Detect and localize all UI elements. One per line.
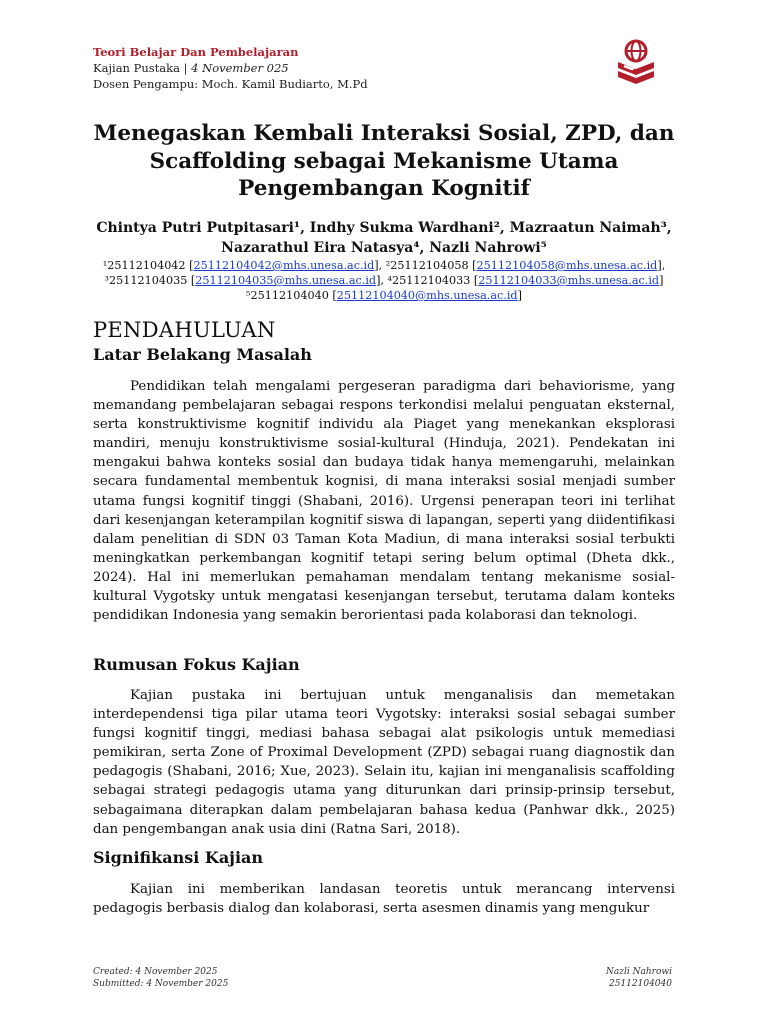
email-link-2[interactable]: 25112104058@mhs.unesa.ac.id	[476, 259, 658, 272]
document-header	[93, 44, 368, 92]
email-link-4[interactable]: 25112104033@mhs.unesa.ac.id	[478, 274, 660, 287]
ids-line-2: ³25112104035 [25112104035@mhs.unesa.ac.id], ⁴25112104033 [25112104033@mhs.unesa.ac.id]	[104, 274, 664, 287]
email-link-1[interactable]: 25112104042@mhs.unesa.ac.id	[193, 259, 375, 272]
footer-author	[606, 966, 672, 990]
submitted-date: Submitted: 4 November 2025	[93, 979, 229, 989]
doc-type-date: Kajian Pustaka | 4 November 025	[93, 61, 289, 75]
paragraph-focus: Kajian pustaka ini bertujuan untuk menganalisis dan memetakan interdependensi tiga pilar utama teori Vygotsky: interaksi sosial sebagai sumber fungsi kognitif tinggi, mediasi bahasa sebagai alat psikologis untuk memediasi pemikiran, serta Zone of Proximal Development (ZPD) sebagai ruang diagnostik dan pedagogis (Shabani, 2016; Xue, 2023). Selain itu, kajian ini menganalisis scaffolding sebagai strategi pedagogis utama yang diturunkan dari prinsip-prinsip tersebut, sebagaimana diterapkan dalam pembelajaran bahasa kedua (Panhwar dkk., 2025) dan pengembangan anak usia dini (Ratna Sari, 2018).	[93, 688, 675, 837]
footer-author-name: Nazli Nahrowi	[606, 967, 672, 977]
created-date: Created: 4 November 2025	[93, 967, 218, 977]
unesa-globe-book-icon	[612, 38, 660, 88]
paragraph-significance: Kajian ini memberikan landasan teoretis untuk merancang intervensi pedagogis berbasis dialog dan kolaborasi, serta asesmen dinamis yang mengukur	[93, 882, 675, 917]
author-ids	[70, 258, 698, 303]
ids-line-3: ⁵25112104040 [25112104040@mhs.unesa.ac.id]	[246, 289, 522, 302]
lecturer: Dosen Pengampu: Moch. Kamil Budiarto, M.Pd	[93, 77, 368, 91]
author-list: Chintya Putri Putpitasari¹, Indhy Sukma Wardhani², Mazraatun Naimah³, Nazarathul Eira Natasya⁴, Nazli Nahrowi⁵	[96, 220, 672, 256]
email-link-3[interactable]: 25112104035@mhs.unesa.ac.id	[195, 274, 377, 287]
doc-type: Kajian Pustaka	[93, 61, 180, 75]
footer-author-id: 25112104040	[609, 979, 672, 989]
subsection-title-focus: Rumusan Fokus Kajian	[93, 655, 300, 674]
doc-date: 4 November 025	[191, 61, 289, 75]
subsection-title-significance: Signifikansi Kajian	[93, 848, 264, 867]
ids-line-1: ¹25112104042 [25112104042@mhs.unesa.ac.id], ²25112104058 [25112104058@mhs.unesa.ac.id],	[102, 259, 666, 272]
paragraph-background: Pendidikan telah mengalami pergeseran paradigma dari behaviorisme, yang memandang pembelajaran sebagai respons terkondisi melalui penguatan eksternal, serta konstruktivisme kognitif individu ala Piaget yang menekankan eksplorasi mandiri, menuju konstruktivisme sosial-kultural (Hinduja, 2021). Pendekatan ini mengakui bahwa konteks sosial dan budaya tidak hanya memengaruhi, melainkan secara fundamental membentuk kognisi, di mana interaksi sosial menjadi sumber utama fungsi kognitif tinggi (Shabani, 2016). Urgensi penerapan teori ini terlihat dari kesenjangan keterampilan kognitif siswa di lapangan, seperti yang diidentifikasi dalam penelitian di SDN 03 Taman Kota Madiun, di mana interaksi sosial terbukti meningkatkan perkembangan kognitif tetapi sering belum optimal (Dheta dkk., 2024). Hal ini memerlukan pemahaman mendalam tentang mekanisme sosial-kultural Vygotsky untuk mengatasi kesenjangan tersebut, terutama dalam konteks pendidikan Indonesia yang semakin berorientasi pada kolaborasi dan teknologi.	[93, 379, 675, 624]
footer-dates	[93, 966, 228, 990]
subsection-title-background: Latar Belakang Masalah	[93, 345, 312, 364]
course-name: Teori Belajar Dan Pembelajaran	[93, 45, 299, 59]
email-link-5[interactable]: 25112104040@mhs.unesa.ac.id	[336, 289, 518, 302]
paper-title: Menegaskan Kembali Interaksi Sosial, ZPD, dan Scaffolding sebagai Mekanisme Utama Pengembangan Kognitif	[93, 121, 675, 201]
section-title: PENDAHULUAN	[93, 318, 276, 342]
